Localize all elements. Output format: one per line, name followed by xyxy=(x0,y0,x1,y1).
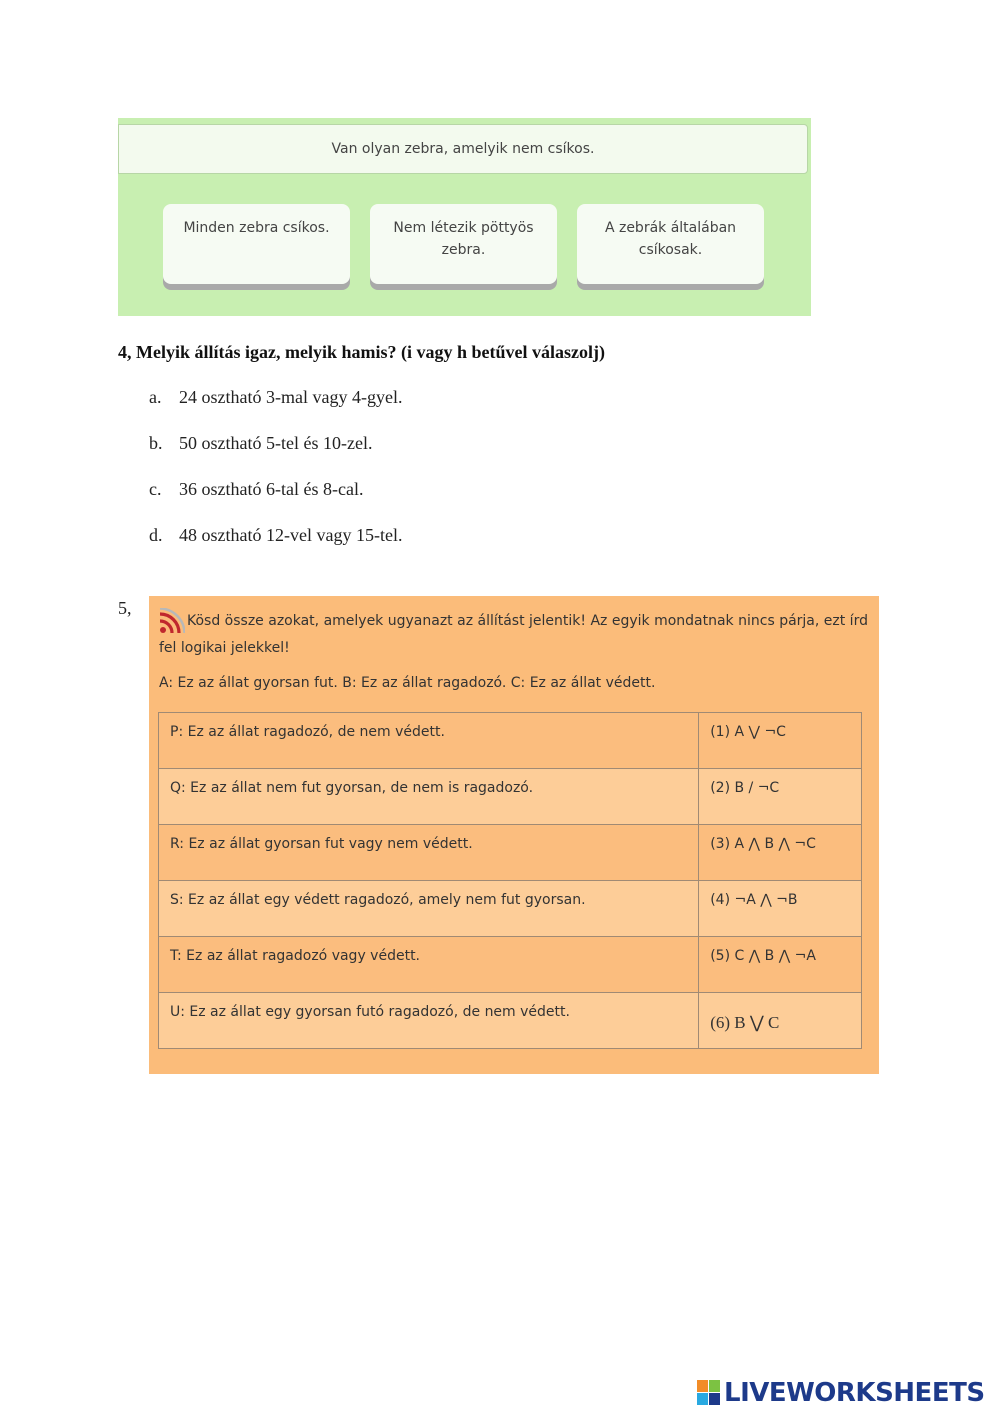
statement-cell[interactable]: P: Ez az állat ragadozó, de nem védett. xyxy=(159,713,699,769)
item-text: 24 osztható 3-mal vagy 4-gyel. xyxy=(179,387,403,407)
table-row xyxy=(159,937,862,993)
table-row xyxy=(159,825,862,881)
formula-cell[interactable]: (4) ¬A ⋀ ¬B xyxy=(699,881,862,937)
option-card-3[interactable]: A zebrák általában csíkosak. xyxy=(577,204,764,284)
definitions-text: A: Ez az állat gyorsan fut. B: Ez az állat ragadozó. C: Ez az állat védett. xyxy=(159,675,656,691)
question-4-item-d xyxy=(149,525,402,571)
logo-text: LIVEWORKSHEETS xyxy=(724,1378,985,1408)
question-4-title: 4, Melyik állítás igaz, melyik hamis? (i vagy h betűvel válaszolj) xyxy=(118,342,605,362)
item-text: 48 osztható 12-vel vagy 15-tel. xyxy=(179,525,403,545)
question-4-list xyxy=(149,387,402,571)
item-letter: c. xyxy=(149,479,162,499)
quiz-panel xyxy=(118,118,811,316)
table-row xyxy=(159,769,862,825)
item-letter: a. xyxy=(149,387,162,407)
statement-cell[interactable]: U: Ez az állat egy gyorsan futó ragadozó, de nem védett. xyxy=(159,993,699,1049)
item-letter: d. xyxy=(149,525,163,545)
option-card-2[interactable]: Nem létezik pöttyös zebra. xyxy=(370,204,557,284)
statement-cell[interactable]: R: Ez az állat gyorsan fut vagy nem védett. xyxy=(159,825,699,881)
table-row xyxy=(159,881,862,937)
table-row xyxy=(159,993,862,1049)
item-text: 50 osztható 5-tel és 10-zel. xyxy=(179,433,373,453)
formula-cell[interactable]: (2) B / ¬C xyxy=(699,769,862,825)
item-letter: b. xyxy=(149,433,163,453)
formula-cell[interactable]: (1) A ⋁ ¬C xyxy=(699,713,862,769)
question-4-item-c xyxy=(149,479,402,525)
formula-cell[interactable]: (5) C ⋀ B ⋀ ¬A xyxy=(699,937,862,993)
question-5-panel xyxy=(149,596,879,1074)
formula-cell[interactable]: (6) B ⋁ C xyxy=(699,993,862,1049)
instruction-text: Kösd össze azokat, amelyek ugyanazt az állítást jelentik! Az egyik mondatnak nincs párja, ezt írd fel logikai jelekkel! xyxy=(159,613,868,656)
question-4-item-a xyxy=(149,387,402,433)
formula-cell[interactable]: (3) A ⋀ B ⋀ ¬C xyxy=(699,825,862,881)
statement-cell[interactable]: S: Ez az állat egy védett ragadozó, amely nem fut gyorsan. xyxy=(159,881,699,937)
statement-cell[interactable]: Q: Ez az állat nem fut gyorsan, de nem is ragadozó. xyxy=(159,769,699,825)
table-row xyxy=(159,713,862,769)
logo-mark-icon xyxy=(697,1380,721,1406)
statement-box: Van olyan zebra, amelyik nem csíkos. xyxy=(118,124,808,174)
matching-table xyxy=(158,712,862,1049)
question-4-item-b xyxy=(149,433,402,479)
item-text: 36 osztható 6-tal és 8-cal. xyxy=(179,479,364,499)
liveworksheets-logo xyxy=(697,1378,985,1408)
option-card-1[interactable]: Minden zebra csíkos. xyxy=(163,204,350,284)
statement-cell[interactable]: T: Ez az állat ragadozó vagy védett. xyxy=(159,937,699,993)
question-5-number: 5, xyxy=(118,598,132,618)
